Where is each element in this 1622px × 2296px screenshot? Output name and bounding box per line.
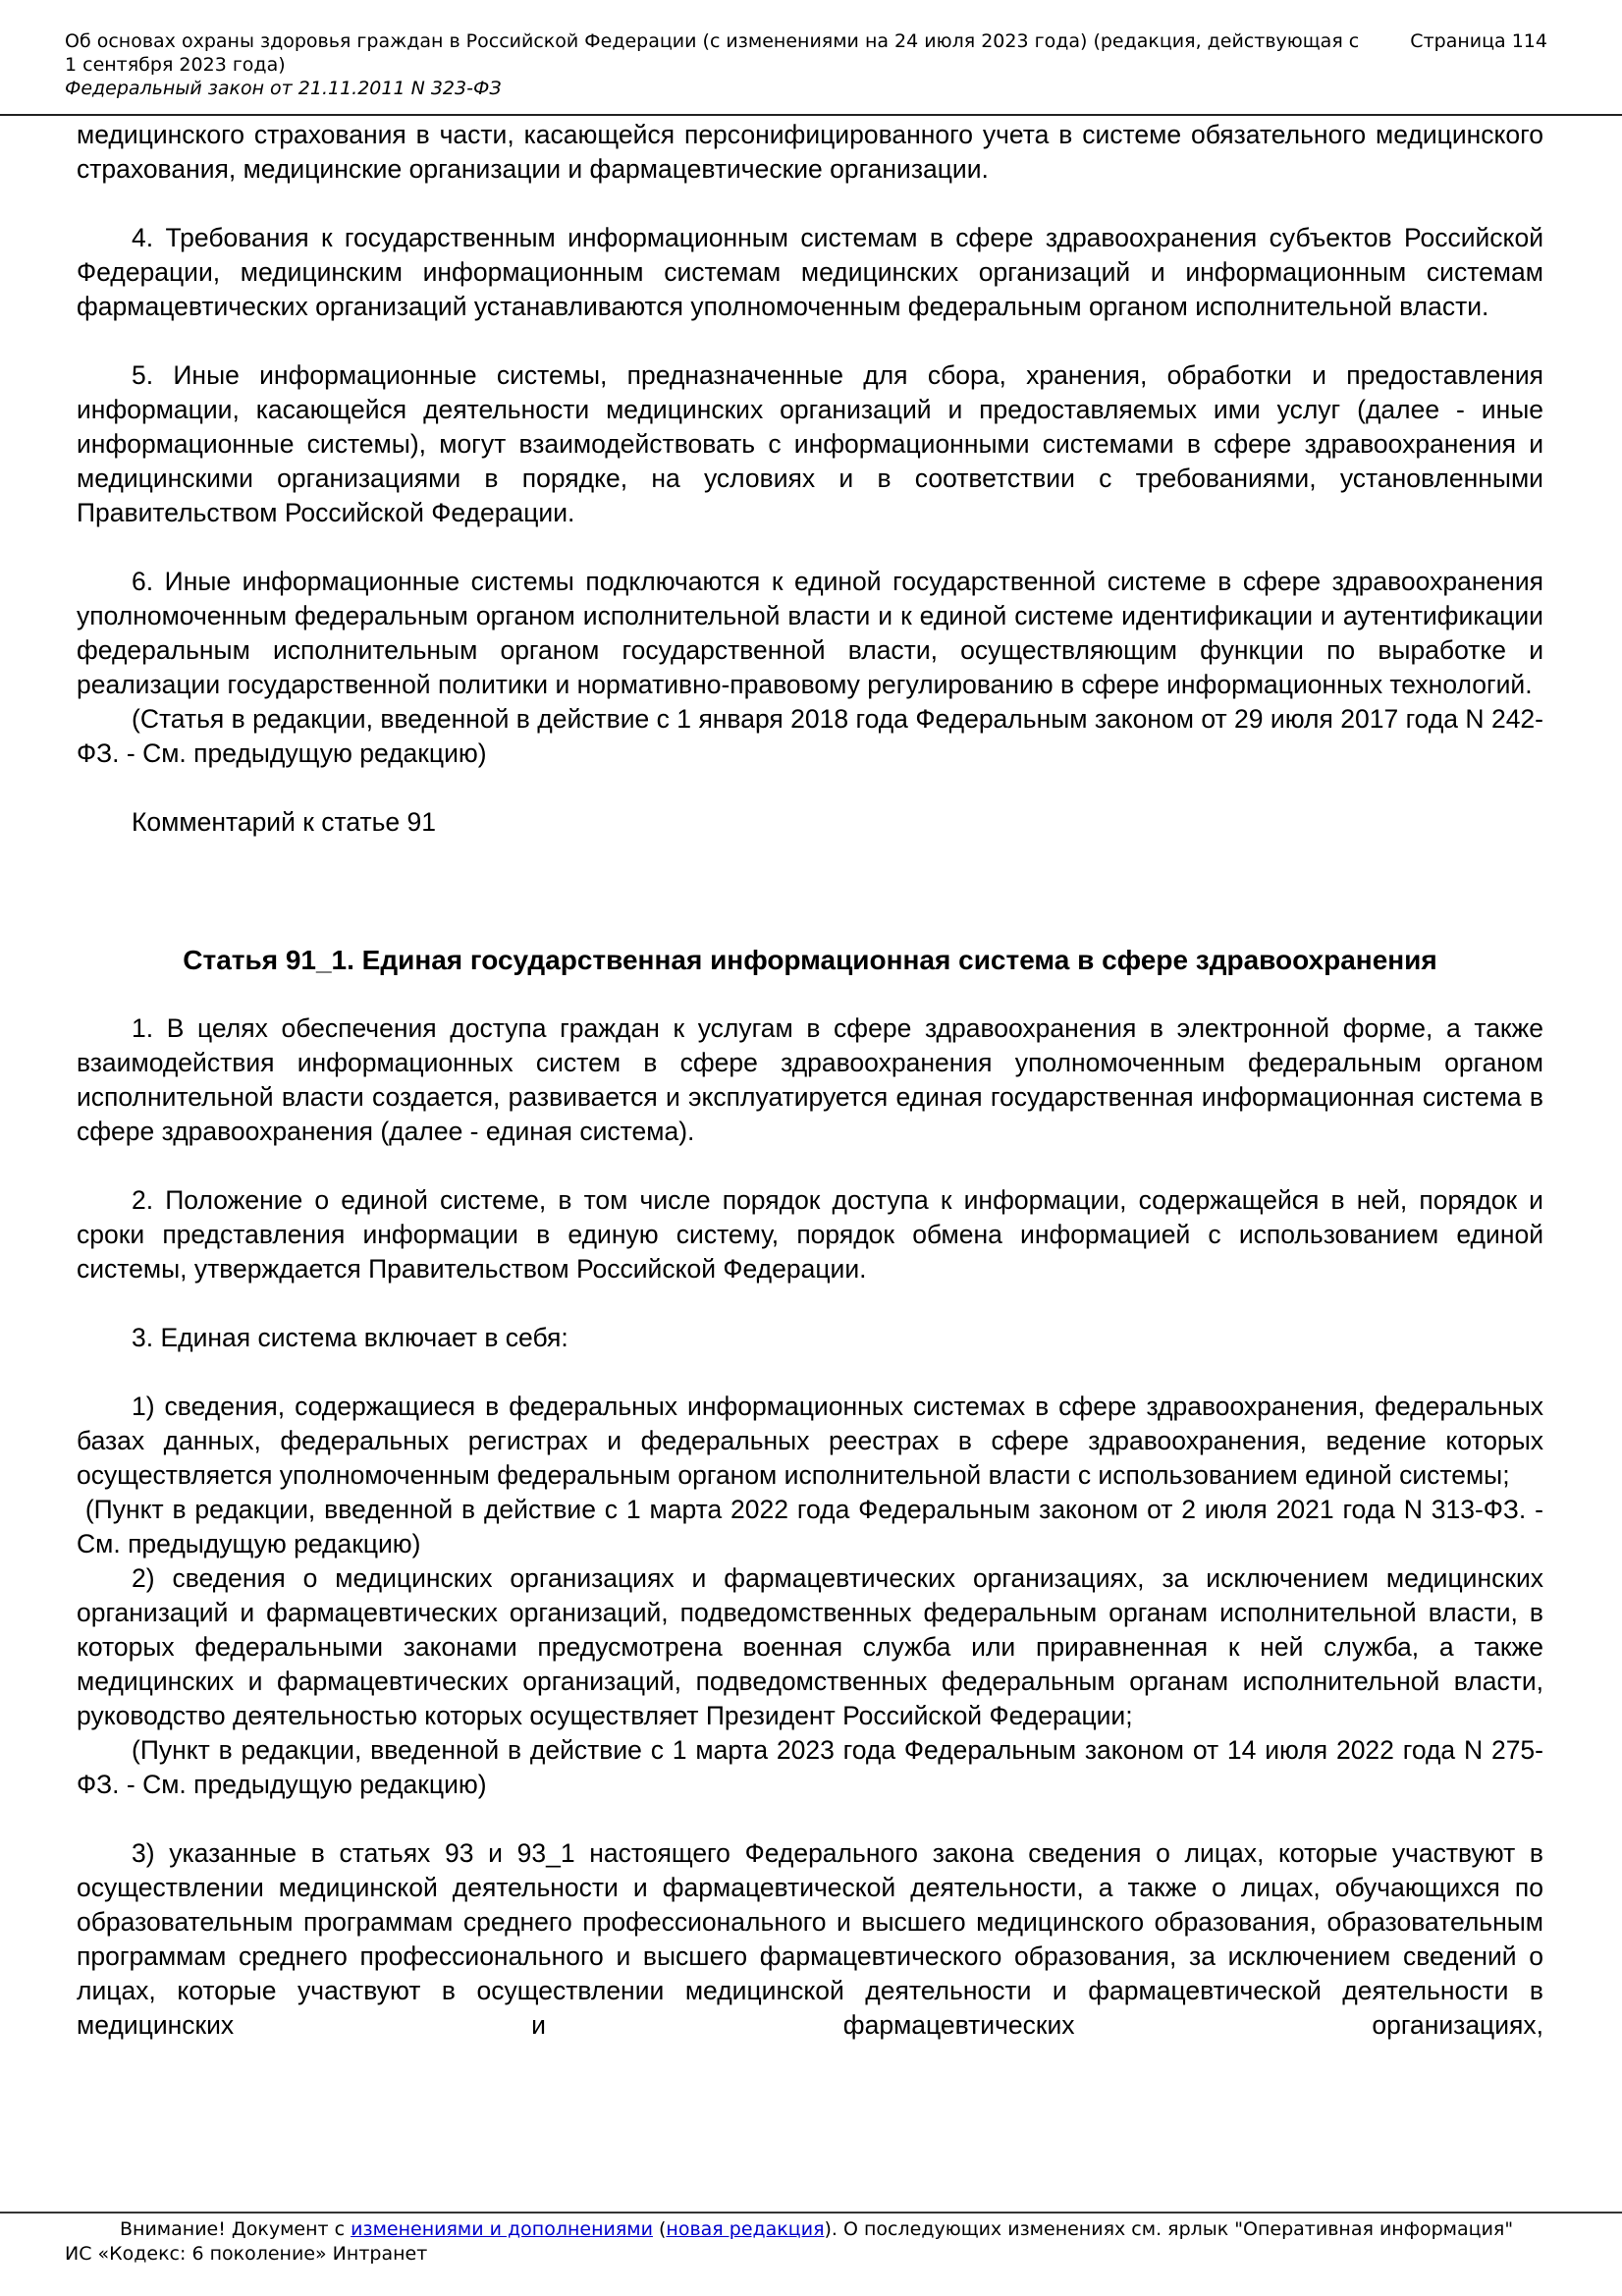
article-heading: Статья 91_1. Единая государственная информационная система в сфере здравоохранения <box>183 945 1437 975</box>
edition-note-subitem-1[interactable]: (Пункт в редакции, введенной в действие с 1 марта 2022 года Федеральным законом от 2 июля 2021 года N 313-ФЗ. - См. предыдущую редакцию) <box>77 1495 1551 1558</box>
page-header <box>65 29 1547 100</box>
article-paragraph-3: 3. Единая система включает в себя: <box>132 1323 568 1352</box>
notice-prefix: Внимание! Документ с <box>120 2218 351 2240</box>
notice-paren: ( <box>652 2218 667 2240</box>
system-label: ИС «Кодекс: 6 поколение» Интранет <box>65 2243 428 2265</box>
page-number: Страница 114 <box>1410 30 1547 52</box>
footer-notice <box>65 2217 1567 2242</box>
header-divider <box>0 114 1622 116</box>
edition-note-article-91[interactable]: (Статья в редакции, введенной в действие с 1 января 2018 года Федеральным законом от 29 июля 2017 года N 242-ФЗ. - См. предыдущую редакцию) <box>77 704 1543 768</box>
new-edition-link[interactable]: новая редакция <box>666 2218 825 2240</box>
paragraph-4: 4. Требования к государственным информационным системам в сфере здравоохранения субъектов Российской Федерации, медицинским информационным системам медицинских организаций и информационным системам фармацевтических организаций устанавливаются уполномоченным федеральным органом исполнительной власти. <box>77 223 1543 321</box>
footer-divider <box>0 2212 1622 2214</box>
subitem-3: 3) указанные в статьях 93 и 93_1 настоящего Федерального закона сведения о лицах, которые участвуют в осуществлении медицинской деятельности и фармацевтической деятельности, а также о лицах, обучающихся по образовательным программам среднего профессионального и высшего медицинского образования, образовательным программам среднего профессионального и высшего фармацевтического образования, за исключением сведений о лицах, которые участвуют в осуществлении медицинской деятельности и фармацевтической деятельности в медицинских и фармацевтических организациях, <box>77 1838 1543 2040</box>
notice-suffix: ). О последующих изменениях см. ярлык "Оперативная информация" <box>824 2218 1514 2240</box>
document-body <box>77 118 1551 2043</box>
law-reference: Федеральный закон от 21.11.2011 N 323-ФЗ <box>65 78 502 99</box>
changes-link[interactable]: изменениями и дополнениями <box>351 2218 653 2240</box>
subitem-2: 2) сведения о медицинских организациях и фармацевтических организациях, за исключением медицинских организаций и фармацевтических организаций, подведомственных федеральным органам исполнительной власти, в которых федеральными законами предусмотрена военная служба или приравненная к ней служба, а также медицинских и фармацевтических организаций, подведомственных федеральным органам исполнительной власти, руководство деятельностью которых осуществляет Президент Российской Федерации; <box>77 1563 1543 1730</box>
article-paragraph-1: 1. В целях обеспечения доступа граждан к услугам в сфере здравоохранения в электронной форме, а также взаимодействия информационных систем в сфере здравоохранения уполномоченным федеральным органом исполнительной власти создается, развивается и эксплуатируется единая государственная информационная система в сфере здравоохранения (далее - единая система). <box>77 1013 1543 1146</box>
article-paragraph-2: 2. Положение о единой системе, в том числе порядок доступа к информации, содержащейся в ней, порядок и сроки представления информации в единую систему, порядок обмена информацией с использованием единой системы, утверждается Правительством Российской Федерации. <box>77 1185 1543 1284</box>
paragraph-continuation: медицинского страхования в части, касающейся персонифицированного учета в системе обязательного медицинского страхования, медицинские организации и фармацевтические организации. <box>77 120 1543 184</box>
comment-link-article-91[interactable]: Комментарий к статье 91 <box>132 807 436 837</box>
page-footer <box>65 2217 1567 2267</box>
paragraph-5: 5. Иные информационные системы, предназначенные для сбора, хранения, обработки и предоставления информации, касающейся деятельности медицинских организаций и предоставляемых ими услуг (далее - иные информационные системы), могут взаимодействовать с информационными системами в сфере здравоохранения и медицинскими организациями в порядке, на условиях и в соответствии с требованиями, установленными Правительством Российской Федерации. <box>77 360 1543 527</box>
paragraph-6: 6. Иные информационные системы подключаются к единой государственной системе в сфере здравоохранения уполномоченным федеральным органом исполнительной власти и к единой системе идентификации и аутентификации федеральным исполнительным органом государственной власти, осуществляющим функции по выработке и реализации государственной политики и нормативно-правовому регулированию в сфере информационных технологий. <box>77 567 1543 699</box>
document-title: Об основах охраны здоровья граждан в Российской Федерации (с изменениями на 24 июля 2023 года) (редакция, действующая с 1 сентября 2023 года) <box>65 30 1360 76</box>
edition-note-subitem-2[interactable]: (Пункт в редакции, введенной в действие с 1 марта 2023 года Федеральным законом от 14 июля 2022 года N 275-ФЗ. - См. предыдущую редакцию) <box>77 1735 1543 1799</box>
subitem-1: 1) сведения, содержащиеся в федеральных информационных системах в сфере здравоохранения, федеральных базах данных, федеральных регистрах и федеральных реестрах в сфере здравоохранения, ведение которых осуществляется уполномоченным федеральным органом исполнительной власти с использованием единой системы; <box>77 1392 1543 1490</box>
